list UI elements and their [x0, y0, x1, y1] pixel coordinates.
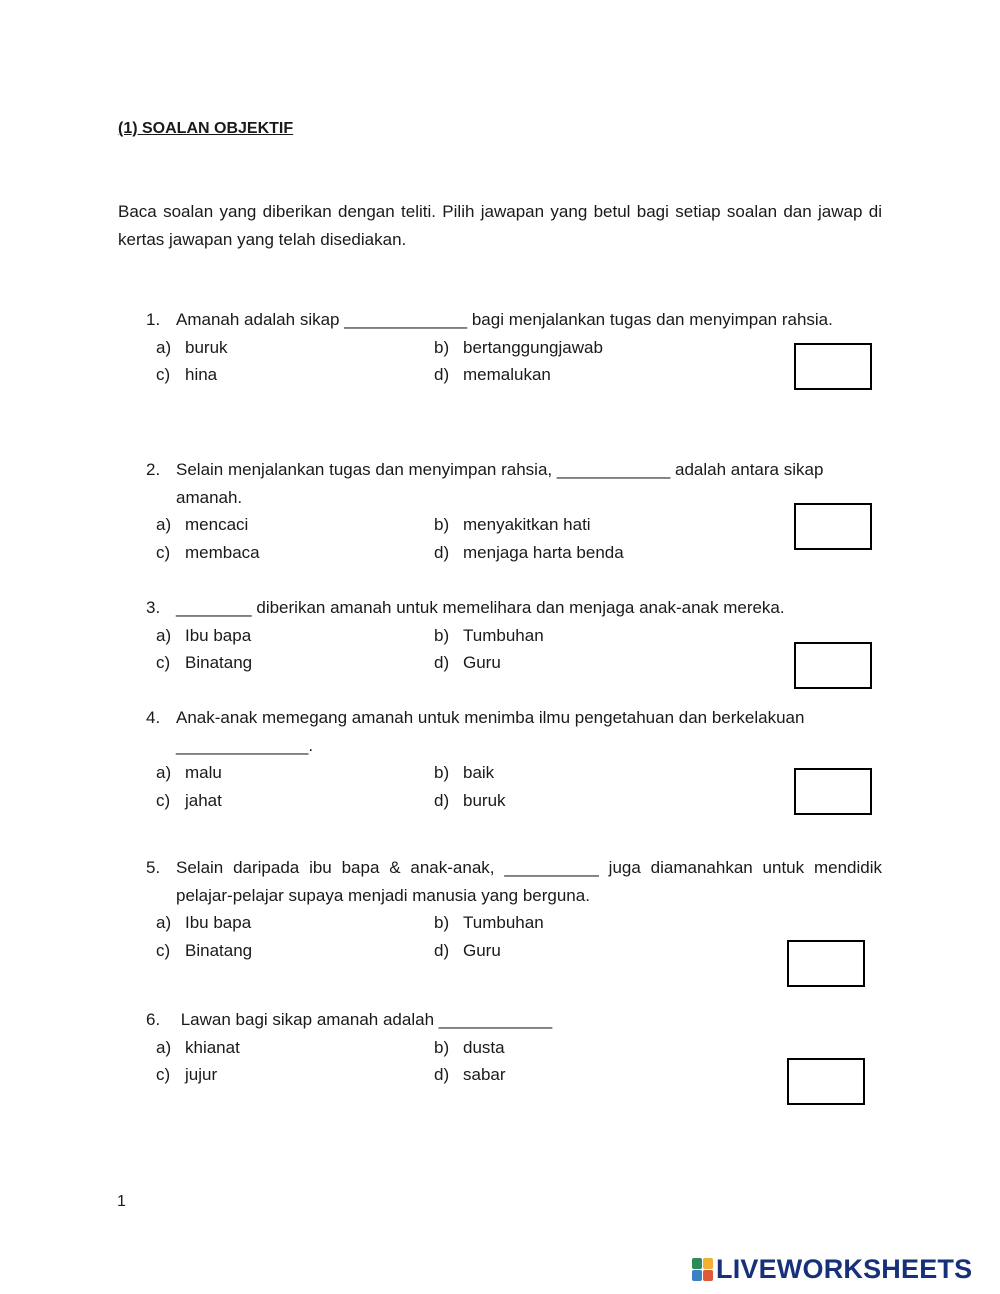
option-b: b) menyakitkan hati: [434, 515, 591, 534]
option-a: a) malu: [156, 763, 222, 782]
option-b: b) bertanggungjawab: [434, 337, 603, 357]
question-text: Selain daripada ibu bapa & anak-anak, __________ juga diamanahkan untuk mendidik pelajar-pelajar supaya menjadi manusia yang berguna.: [176, 858, 882, 905]
option-c: c) Binatang: [156, 940, 253, 960]
option-c: c) jujur: [156, 1065, 218, 1084]
question-number: 5.: [146, 858, 161, 877]
answer-box-4[interactable]: [794, 768, 872, 815]
option-a: a) Ibu bapa: [156, 913, 252, 932]
answer-box-6[interactable]: [787, 1058, 865, 1105]
question-text: ________ diberikan amanah untuk memelihara dan menjaga anak-anak mereka.: [176, 598, 785, 617]
question-6: [146, 1006, 882, 1089]
option-b: b) baik: [434, 763, 495, 782]
question-text: Selain menjalankan tugas dan menyimpan rahsia, ____________ adalah antara sikap amanah.: [176, 460, 824, 507]
question-5: [146, 854, 882, 964]
instructions: Baca soalan yang diberikan dengan teliti. Pilih jawapan yang betul bagi setiap soalan dan jawap di kertas jawapan yang telah disediakan.: [118, 202, 882, 249]
option-d: d) Guru: [434, 940, 501, 960]
option-a: a) khianat: [156, 1037, 240, 1057]
section-heading: (1) SOALAN OBJEKTIF: [118, 120, 294, 137]
question-number: 1.: [146, 310, 161, 329]
answer-box-5[interactable]: [787, 940, 865, 987]
option-d: d) menjaga harta benda: [434, 542, 624, 562]
question-number: 6.: [146, 1010, 161, 1029]
option-a: a) Ibu bapa: [156, 625, 252, 645]
option-c: c) membaca: [156, 542, 260, 562]
question-4: [146, 704, 882, 814]
option-d: d) memalukan: [434, 365, 551, 384]
option-b: b) dusta: [434, 1037, 505, 1057]
question-3: [146, 594, 882, 677]
option-d: d) Guru: [434, 653, 501, 672]
logo-text: LIVEWORKSHEETS: [716, 1254, 973, 1284]
option-d: d) buruk: [434, 790, 506, 810]
option-d: d) sabar: [434, 1065, 506, 1084]
option-c: c) hina: [156, 365, 218, 384]
option-b: b) Tumbuhan: [434, 625, 544, 645]
page-number: 1: [117, 1193, 126, 1210]
answer-box-1[interactable]: [794, 343, 872, 390]
question-number: 3.: [146, 598, 161, 617]
question-2: [146, 456, 846, 566]
option-a: a) buruk: [156, 337, 228, 357]
option-b: b) Tumbuhan: [434, 913, 544, 932]
option-c: c) Binatang: [156, 653, 253, 672]
option-c: c) jahat: [156, 790, 222, 810]
question-text: Anak-anak memegang amanah untuk menimba ilmu pengetahuan dan berkelakuan ______________.: [176, 708, 805, 755]
question-number: 2.: [146, 460, 161, 479]
option-a: a) mencaci: [156, 515, 249, 534]
logo-blocks-icon: [692, 1258, 713, 1281]
question-text: Amanah adalah sikap _____________ bagi menjalankan tugas dan menyimpan rahsia.: [176, 310, 833, 329]
answer-box-3[interactable]: [794, 642, 872, 689]
liveworksheets-logo: [692, 1254, 972, 1285]
question-text: Lawan bagi sikap amanah adalah ____________: [176, 1010, 553, 1029]
question-1: [146, 306, 882, 389]
question-number: 4.: [146, 708, 161, 727]
answer-box-2[interactable]: [794, 503, 872, 550]
